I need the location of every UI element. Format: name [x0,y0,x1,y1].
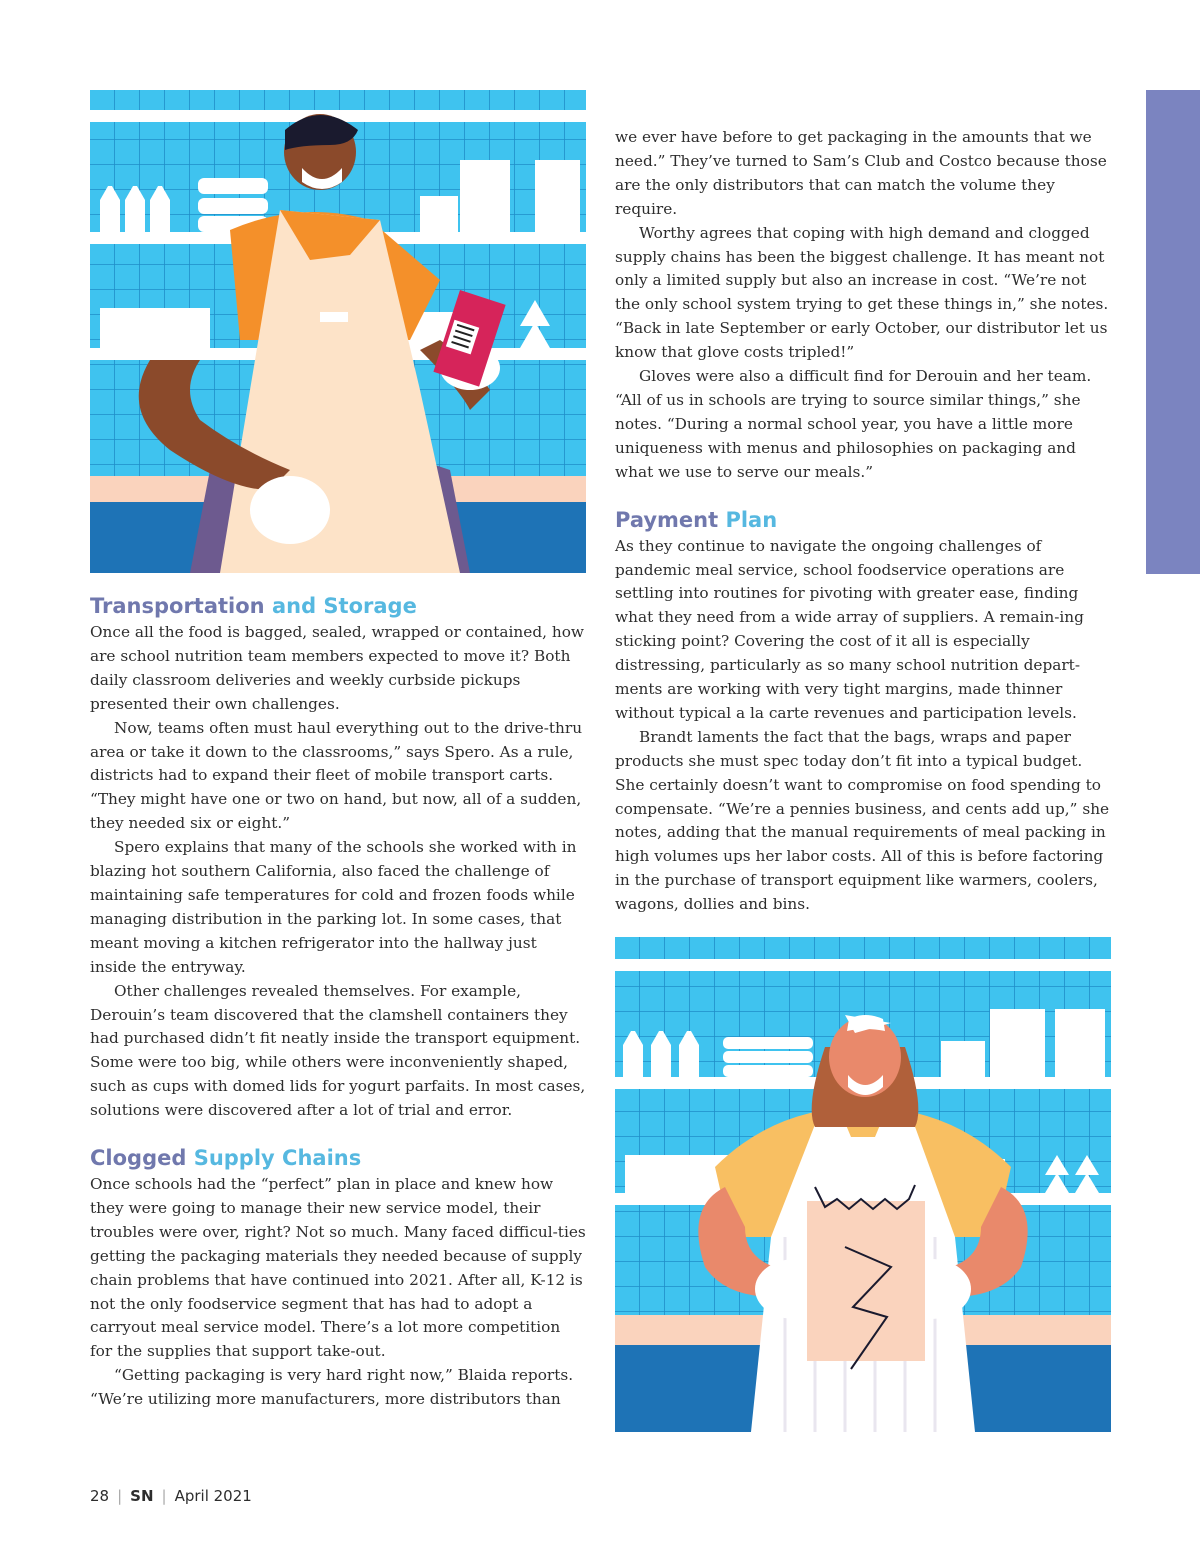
paragraph: Other challenges revealed themselves. For example, Derouin’s team discovered that the clamshell containers they had purchased didn’t fit neatly inside the transport equipment. Some were too big, while others were inconveniently shaped, such as cups with domed lids for yogurt parfaits. In most cases, solutions were discovered after a lot of trial and error. [90,981,586,1120]
heading-payment-plan: Payment Plan [615,507,778,532]
paragraph: Brandt laments the fact that the bags, wraps and paper products she must spec today don’t fit into a typical budget. She certainly doesn’t want to compromise on food spending to compensate. “We’re a pennies business, and cents add up,” she notes, adding that the manual requirements of meal packing in high volumes ups her labor costs. All of this is before factoring in the purchase of transport equipment like warmers, coolers, wagons, dollies and bins. [615,727,1110,914]
page-number: 28 [90,1487,110,1505]
side-color-tab [1146,90,1200,574]
left-column [90,591,586,1412]
paragraph: Spero explains that many of the schools she worked with in blazing hot southern California, also faced the challenge of maintaining safe temperatures for cold and frozen foods while managing distribution in the parking lot. In some cases, that meant moving a kitchen refrigerator into the hallway just inside the entryway. [90,838,577,976]
paragraph: Worthy agrees that coping with high demand and clogged supply chains has been the biggest challenge. It has meant not only a limited supply but also an increase in cost. “We’re not the only school system trying to get these things in,” she notes. “Back in late September or early October, our distributor let us know that glove costs tripled!” [615,223,1109,362]
heading-transportation-storage: Transportation and Storage [90,594,417,618]
heading-clogged-supply-chains: Clogged Supply Chains [90,1146,362,1171]
illustration-worker-with-package [90,90,586,573]
paragraph: we ever have before to get packaging in the amounts that we need.” They’ve turned to Sam’s Club and Costco because those are the only distributors that can match the volume they require. [615,128,1107,218]
right-column [615,126,1115,917]
paragraph: Now, teams often must haul everything out to the drive-thru area or take it down to the classrooms,” says Spero. As a rule, districts had to expand their fleet of mobile transport carts. “They might have one or two on hand, but now, all of a sudden, they needed six or eight.” [90,718,583,833]
footer-separator: | [117,1487,123,1505]
paragraph: As they continue to navigate the ongoing challenges of pandemic meal service, school foodservice operations are settling into routines for pivoting with greater ease, finding what they need from a wide array of suppliers. A remain-ing sticking point? Covering the cost of it all is especially distressing, particularly as so many school nutrition depart-ments are working with very tight margins, made thinner without typical a la carte revenues and participation levels. [615,536,1084,722]
paragraph: Once schools had the “perfect” plan in place and knew how they were going to manage their new service model, their troubles were over, right? Not so much. Many faced difficul-ties getting the packaging materials they needed because of supply chain problems that have continued into 2021. After all, K-12 is not the only foodservice segment that has had to adopt a carryout meal service model. There’s a lot more competition for the supplies that support take-out. [90,1175,586,1361]
illustration-worker-with-bag [615,937,1111,1432]
footer-separator: | [161,1487,167,1505]
paragraph: “Getting packaging is very hard right now,” Blaida reports. “We’re utilizing more manufacturers, more distributors than [90,1366,574,1409]
paragraph: Gloves were also a difficult find for Derouin and her team. “All of us in schools are trying to source similar things,” she notes. “During a normal school year, you have a little more uniqueness with menus and philosophies on packaging and what we use to serve our meals.” [615,367,1092,481]
paragraph: Once all the food is bagged, sealed, wrapped or contained, how are school nutrition team members expected to move it? Both daily classroom deliveries and weekly curbside pickups presented their own challenges. [90,623,585,713]
page-footer [90,1487,252,1505]
magazine-name: SN [130,1487,154,1505]
issue-date: April 2021 [174,1487,252,1505]
